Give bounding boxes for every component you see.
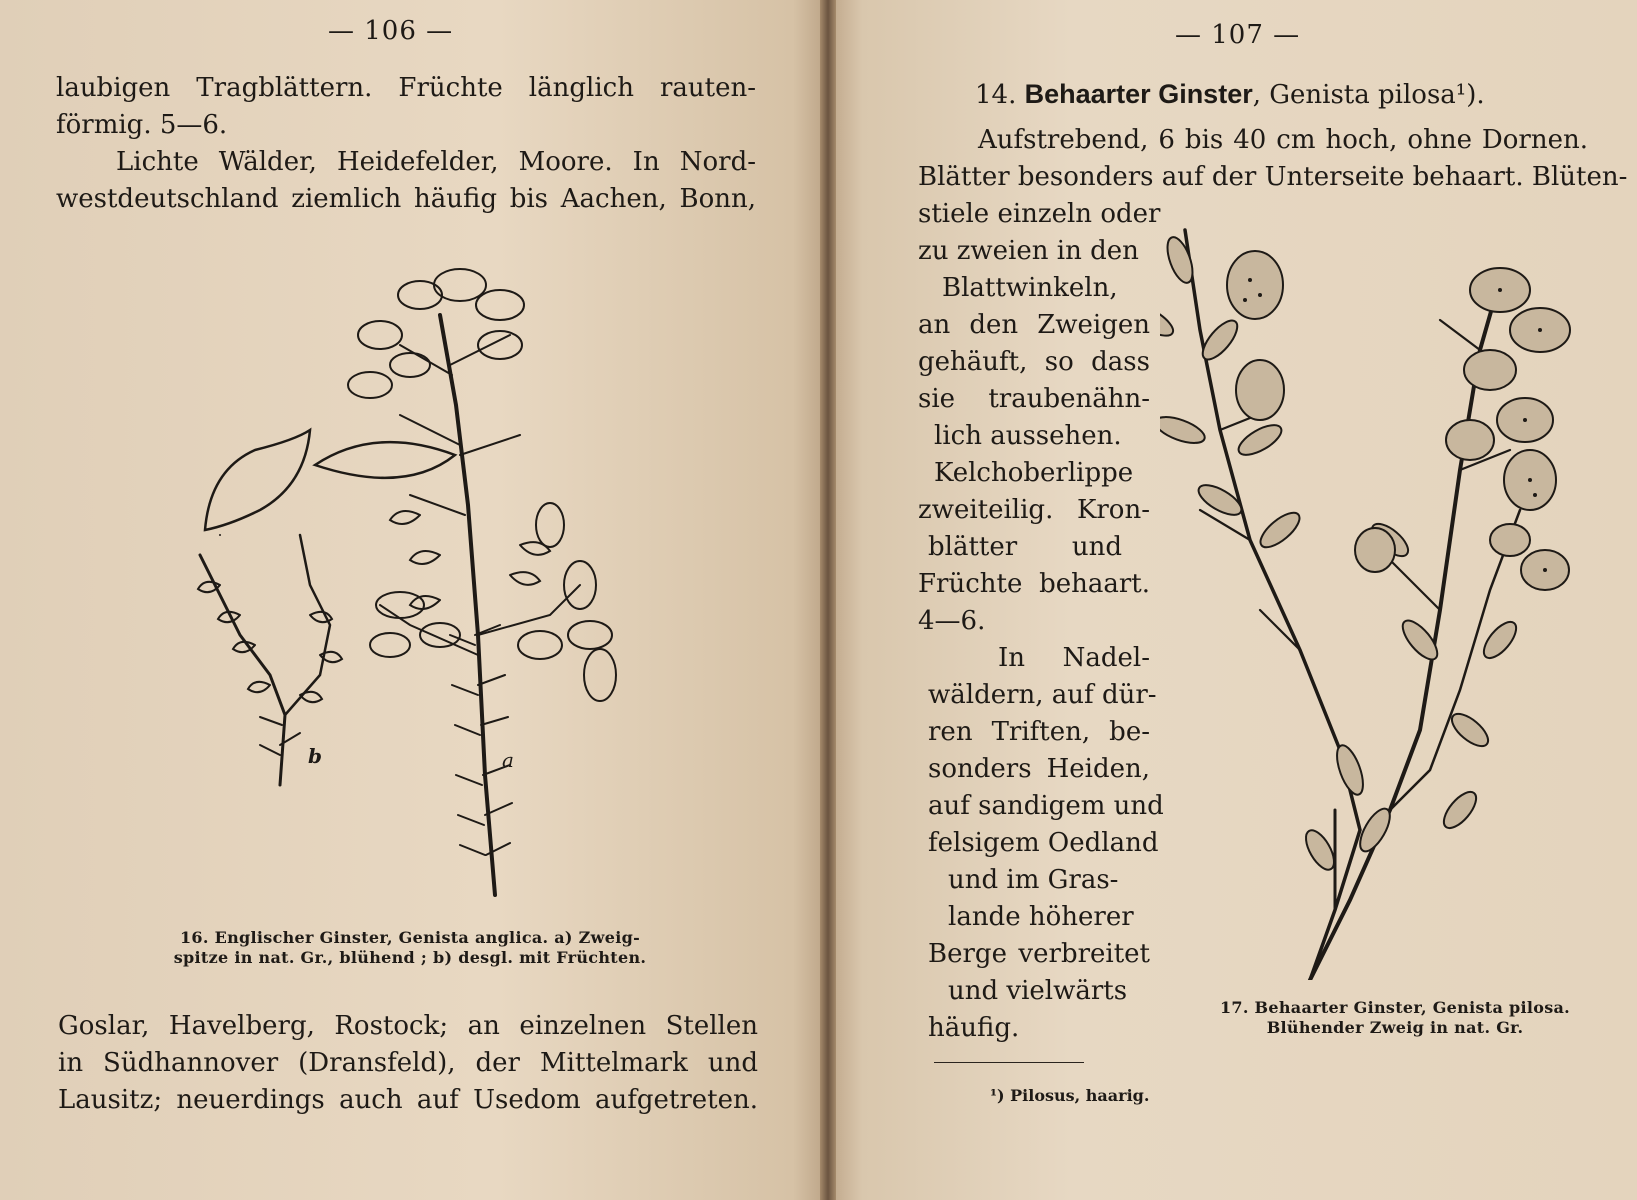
footnote-rule (934, 1062, 1084, 1063)
caption-line: spitze in nat. Gr., blühend ; b) desgl. mit Früchten. (173, 948, 647, 967)
right-column-text (918, 196, 1164, 1047)
text-line: Berge verbreitet (928, 939, 1150, 969)
heading-number: 14. (975, 80, 1017, 110)
left-bottom-text (58, 1008, 758, 1119)
page-number-right: — 107 — (1175, 20, 1301, 50)
text-line: auf sandigem und (928, 791, 1164, 821)
text-line: sie traubenähn- (918, 384, 1150, 414)
book-gutter (820, 0, 836, 1200)
genista-anglica-illustration (160, 255, 680, 905)
text-line: stiele einzeln oder (918, 199, 1161, 229)
text-line: In Nadel- (998, 643, 1150, 673)
text-line: Goslar, Havelberg, Rostock; an einzelnen Stellen (58, 1011, 758, 1041)
text-line: lande höherer (948, 902, 1134, 932)
caption-line: Blühender Zweig in nat. Gr. (1266, 1018, 1524, 1037)
text-line: wäldern, auf dür- (928, 680, 1157, 710)
right-page (830, 0, 1637, 1200)
section-heading (975, 76, 1485, 114)
text-line: in Südhannover (Dransfeld), der Mittelmark und (58, 1048, 758, 1078)
heading-title: Behaarter Ginster (1024, 79, 1253, 109)
text-line: zu zweien in den (918, 236, 1139, 266)
text-line: westdeutschland ziemlich häufig bis Aachen, Bonn, (56, 184, 756, 214)
genista-pilosa-illustration (1160, 210, 1600, 980)
caption-line: 17. Behaarter Ginster, Genista pilosa. (1219, 998, 1571, 1017)
right-full-text (918, 122, 1628, 196)
text-line: Aufstrebend, 6 bis 40 cm hoch, ohne Dornen. (978, 125, 1588, 155)
text-line: Früchte behaart. (918, 569, 1150, 599)
footnote: ¹) Pilosus, haarig. (990, 1086, 1150, 1105)
text-line: blätter und (928, 532, 1122, 562)
heading-latin: , Genista pilosa¹). (1252, 80, 1485, 110)
text-line: felsigem Oedland (928, 828, 1159, 858)
caption-line: 16. Englischer Ginster, Genista anglica. a) Zweig- (179, 928, 641, 947)
text-line: sonders Heiden, (928, 754, 1150, 784)
figure-label-b: b (308, 744, 322, 768)
text-line: häufig. (928, 1013, 1020, 1043)
text-line: Blattwinkeln, (942, 273, 1118, 303)
page-number-left: — 106 — (328, 16, 454, 46)
text-line: Kelchoberlippe (934, 458, 1134, 488)
text-line: gehäuft, so dass (918, 347, 1150, 377)
text-line: Lichte Wälder, Heidefelder, Moore. In Nord- (116, 147, 756, 177)
text-line: förmig. 5—6. (56, 110, 228, 140)
left-top-text (56, 70, 756, 218)
text-line: an den Zweigen (918, 310, 1150, 340)
text-line: und im Gras- (948, 865, 1119, 895)
text-line: Lausitz; neuerdings auch auf Usedom aufgetreten. (58, 1085, 758, 1115)
text-line: laubigen Tragblättern. Früchte länglich rauten- (56, 73, 756, 103)
text-line: zweiteilig. Kron- (918, 495, 1150, 525)
text-line: ren Triften, be- (928, 717, 1150, 747)
text-line: lich aussehen. (934, 421, 1122, 451)
figure-label-a: a (502, 748, 514, 772)
text-line: 4—6. (918, 606, 986, 636)
figure-16-caption (150, 928, 670, 968)
figure-17-caption (1195, 998, 1595, 1038)
text-line: Blätter besonders auf der Unterseite behaart. Blüten- (918, 162, 1628, 192)
text-line: und vielwärts (948, 976, 1128, 1006)
